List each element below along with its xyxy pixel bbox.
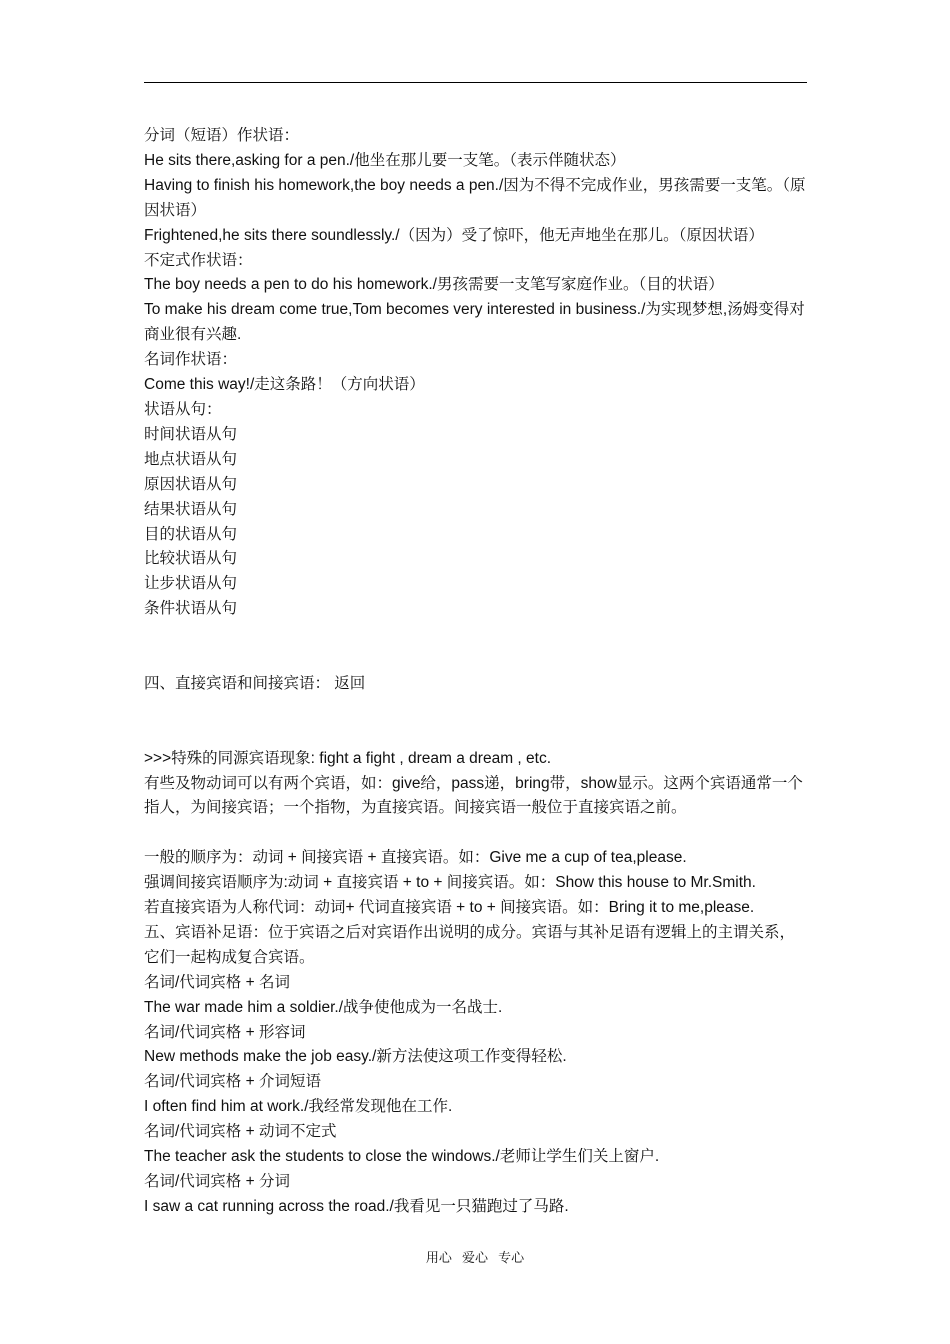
list-item: 地点状语从句: [144, 450, 238, 468]
section-adverbials: [144, 124, 809, 622]
example-line: The teacher ask the students to close the windows./老师让学生们关上窗户.: [144, 1148, 660, 1166]
example-line: The war made him a soldier./战争使他成为一名战士.: [144, 998, 503, 1016]
example-line: To make his dream come true,Tom becomes very interested in business./为实现梦想,汤姆变得对商业很有兴趣.: [144, 301, 805, 344]
list-item: 条件状语从句: [144, 600, 238, 618]
pattern-line: 名词/代词宾格 + 介词短语: [144, 1073, 321, 1091]
section-objects-heading: [144, 672, 809, 697]
heading-infinitive-adverbial: 不定式作状语：: [144, 251, 253, 269]
example-line: Having to finish his homework,the boy needs a pen./因为不得不完成作业，男孩需要一支笔。（原因状语）: [144, 176, 806, 219]
section-cognate-objects: [144, 747, 809, 822]
section-heading-object-complement: 五、宾语补足语：位于宾语之后对宾语作出说明的成分。宾语与其补足语有逻辑上的主谓关系，它们一起构成复合宾语。: [144, 923, 796, 966]
pattern-line: 名词/代词宾格 + 分词: [144, 1173, 290, 1191]
header-rule: [144, 82, 807, 83]
example-line: Frightened,he sits there soundlessly./（因为）受了惊吓，他无声地坐在那儿。（原因状语）: [144, 226, 764, 244]
list-item: 原因状语从句: [144, 475, 238, 493]
pattern-line: 名词/代词宾格 + 动词不定式: [144, 1123, 337, 1141]
list-item: 比较状语从句: [144, 550, 238, 568]
heading-noun-adverbial: 名词作状语：: [144, 351, 238, 369]
example-line: New methods make the job easy./新方法使这项工作变得轻松.: [144, 1048, 567, 1066]
paragraph-line: 一般的顺序为：动词 + 间接宾语 + 直接宾语。如：Give me a cup of tea,please.: [144, 849, 687, 867]
heading-adverbial-clauses: 状语从句：: [144, 400, 222, 418]
example-line: I saw a cat running across the road./我看见一只猫跑过了马路.: [144, 1197, 569, 1215]
section-object-order-and-complements: [144, 846, 809, 1220]
paragraph-line: 有些及物动词可以有两个宾语，如：give给，pass递，bring带，show显示。这两个宾语通常一个指人，为间接宾语；一个指物，为直接宾语。间接宾语一般位于直接宾语之前。: [144, 774, 803, 817]
list-item: 时间状语从句: [144, 425, 238, 443]
paragraph-line: >>>特殊的同源宾语现象: fight a fight , dream a dream , etc.: [144, 749, 552, 767]
example-line: Come this way!/走这条路！（方向状语）: [144, 376, 425, 394]
paragraph-line: 强调间接宾语顺序为:动词 + 直接宾语 + to + 间接宾语。如：Show this house to Mr.Smith.: [144, 874, 756, 892]
list-item: 让步状语从句: [144, 575, 238, 593]
section-heading-direct-indirect-objects: 四、直接宾语和间接宾语： 返回: [144, 674, 366, 692]
paragraph-line: 若直接宾语为人称代词：动词+ 代词直接宾语 + to + 间接宾语。如：Bring it to me,please.: [144, 899, 755, 917]
list-item: 结果状语从句: [144, 500, 238, 518]
example-line: He sits there,asking for a pen./他坐在那儿要一支笔。（表示伴随状态）: [144, 151, 626, 169]
pattern-line: 名词/代词宾格 + 名词: [144, 973, 290, 991]
pattern-line: 名词/代词宾格 + 形容词: [144, 1023, 306, 1041]
heading-participle-adverbial: 分词（短语）作状语：: [144, 127, 300, 144]
list-item: 目的状语从句: [144, 525, 238, 543]
example-line: I often find him at work./我经常发现他在工作.: [144, 1098, 453, 1116]
example-line: The boy needs a pen to do his homework./男孩需要一支笔写家庭作业。（目的状语）: [144, 276, 724, 294]
page-footer: 用心 爱心 专心: [425, 1251, 525, 1266]
document-body: [144, 124, 809, 1220]
